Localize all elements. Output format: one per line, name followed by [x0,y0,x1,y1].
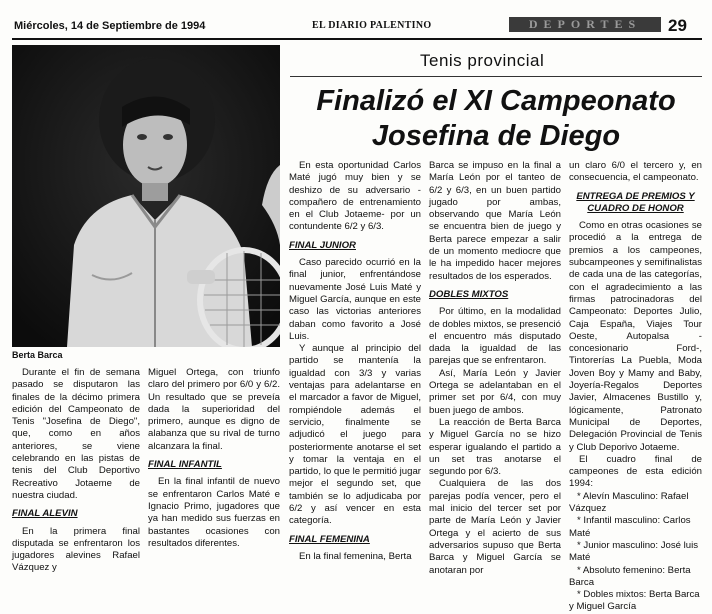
subheading-final-alevin: FINAL ALEVIN [12,508,78,520]
article-headline [290,84,702,154]
article-column-2 [148,367,280,550]
paragraph: El cuadro final de campeones de esta edición 1994: [569,453,702,490]
kicker-rule [290,76,702,77]
subheading-entrega-premios: ENTREGA DE PREMIOS Y CUADRO DE HONOR [576,190,695,214]
header-rule [12,38,702,40]
newspaper-name: EL DIARIO PALENTINO [312,20,432,31]
subheading-dobles-mixtos: DOBLES MIXTOS [429,288,509,300]
champion-list-item: * Infantil masculino: Carlos Maté [569,515,691,539]
section-banner: DEPORTES [509,17,661,32]
champion-list-item: * Alevín Masculino: Rafael Vázquez [569,490,689,515]
headline-line-2: Josefina de Diego [371,120,621,152]
paragraph: Y aunque al principio del partido se mantenía la igualdad con 3/3 y varias ventajas para adelantarse en el marcador a favor de Miguel, rompiéndole además el servicio, finalmente se adjudicó el juego para posteriormente anotarse el set y tomar la ventaja en el partido, lo que le permitió jugar mejor el segundo set, que también se lo adjudicaba por 6/2 y así vencer en esta categoría. [289,343,421,527]
paragraph: Barca se impuso en la final a María León por el tanteo de 6/2 y 6/3, en un buen partido jugado por ambas, observando que María León se encuentra bien de juego y Berta parece empezar a salir de un momento mediocre que le ha impedido hacer mejores resultados de los esperados. [429,160,561,282]
article-column-1 [12,367,140,575]
subheading-final-infantil: FINAL INFANTIL [148,459,222,471]
subheading-final-femenina: FINAL FEMENINA [289,533,370,545]
paragraph: Miguel Ortega, con triunfo claro del primero por 6/0 y 6/2. Un resultado que se preveía dada la superioridad del primero, aunque es digno de alabanza que su rival de turno alcanzara la final. [148,367,280,452]
champion-list-item: * Absoluto femenino: Berta Barca [569,564,691,588]
paragraph: En la final femenina, Berta [299,550,412,562]
page-number: 29 [668,16,687,35]
champion-list-item: * Dobles mixtos: Berta Barca y Miguel García [569,589,700,613]
paragraph: En la final infantil de nuevo se enfrentaron Carlos Maté e Ignacio Primo, jugadores que ya han medido sus fuerzas en bastantes ocasiones con resultados diferentes. [148,476,280,549]
paragraph: Por último, en la modalidad de dobles mixtos, se presenció el encuentro más disputado dada la igualdad de las parejas que se enfrentaron. [429,306,561,367]
paragraph: La reacción de Berta Barca y Miguel García no se hizo esperar igualando el partido a un set tras anotarse el segundo por 6/3. [429,416,561,478]
tennis-player-illustration [12,45,280,347]
article-column-5 [569,160,702,614]
champion-list-item: * Junior masculino: José luis Maté [569,539,699,564]
article-kicker: Tenis provincial [420,51,545,70]
article-column-4 [429,160,561,577]
page-date: Miércoles, 14 de Septiembre de 1994 [14,20,206,32]
paragraph: Caso parecido ocurrió en la final junior, enfrentándose nuevamente José Luis Maté y Miguel García, aunque en este caso las victorias anteriores daban como favorito a José Luis. [289,257,421,342]
player-photo [12,45,280,347]
paragraph: Así, María León y Javier Ortega se adelantaban en el primer set por 6/4, con muy buen juego de ambos. [429,367,561,416]
paragraph: Durante el fin de semana pasado se disputaron las finales de la décimo primera edición del Campeonato de Tenis "Josefina de Diego", que, como en años anteriores, se viene celebrando en las pistas de tenis del Club Deportivo Recreativo Jotaeme de nuestra ciudad. [12,367,140,501]
paragraph: En la primera final disputada se enfrentaron los jugadores alevines Rafael Vázquez y [12,525,140,574]
article-column-3 [289,160,421,563]
paragraph: Como en otras ocasiones se procedió a la entrega de premios a los campeones, subcampeones y semifinalistas de cada una de las categorías, con el agradecimiento a las firmas patrocinadoras del Campeonato: Deportes Julio, Caja España, Viajes Tour Oeste, Autopalsa -concesionario Ford-, Tintorerías La Puebla, Moda Joven Boy y Mamy and Baby, Joyería-Regalos Deportes Javier, Almacenes Bustillo y, lógicamente, Patronato Municipal de Deportes, Delegación Provincial de Tenis y Club Deporivo Jotaeme. [569,220,702,453]
paragraph: un claro 6/0 el tercero y, en consecuencia, el campeonato. [569,160,702,184]
headline-line-1: Finalizó el XI Campeonato [316,85,676,117]
subheading-final-junior: FINAL JUNIOR [289,239,356,251]
photo-caption: Berta Barca [12,350,63,360]
paragraph: Cualquiera de las dos parejas podía vencer, pero el mal inicio del tercer set por parte de María León y Javier Ortega y el acierto de sus adversarios supuso que Berta Barca y Miguel García se anotaran por [429,478,561,576]
paragraph: En esta oportunidad Carlos Maté jugó muy bien y se deshizo de su adversario -compañero de entrenamiento en el Club Jotaeme- por un contundente 6/2 y 6/3. [289,160,421,233]
